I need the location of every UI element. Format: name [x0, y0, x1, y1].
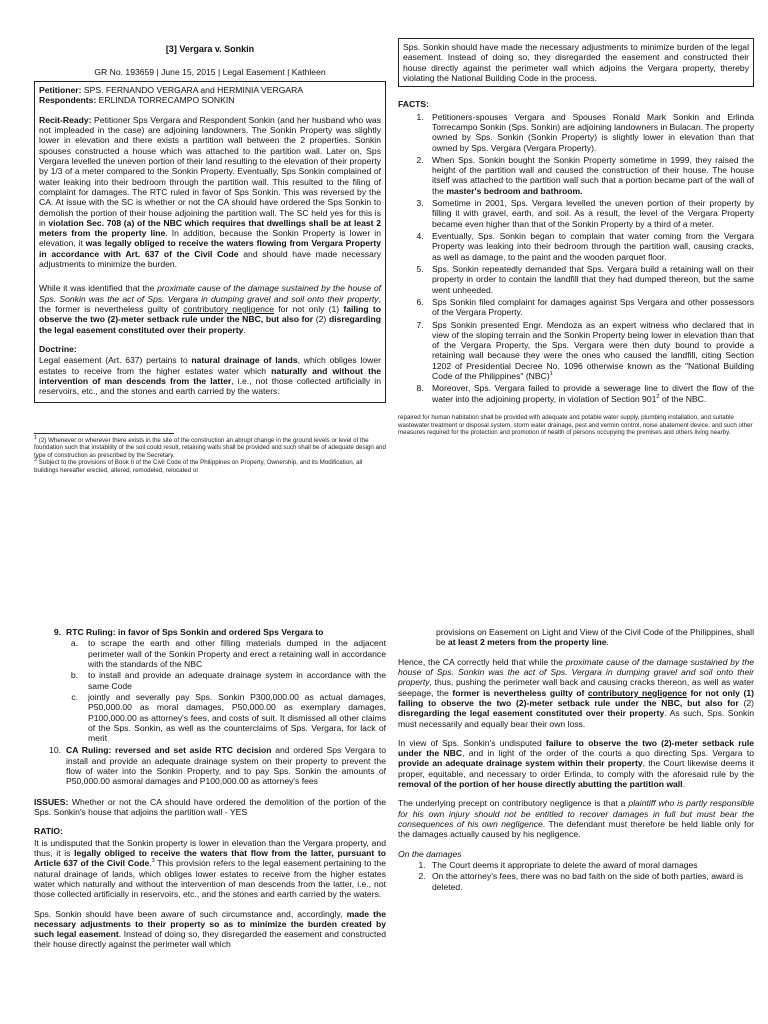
damages-list: [398, 860, 754, 892]
facts-heading: FACTS:: [398, 99, 430, 110]
damages-item: 2. On the attorney's fees, there was no bad faith on the side of both parties, award is deleted.: [428, 871, 754, 892]
recit-ready-paragraph: Recit-Ready: Petitioner Sps Vergara and Respondent Sonkin (and her husband who was not impleaded in the case) are adjoining landowners. The Sonkin Property was slightly lower in elevation and there exists a partition wall between the 2 properties. Sonkin spouses constructed a house which was attached to the partition wall. Later on, Sps Vergara levelled the uneven portion of their land resulting to the elevation of their property by 1/3 of a meter compared to the Sonkin Property. Eventually, Sps Sonkin complained of water leaking into their bedroom through the partition wall. This resulted to the filing of complaint for damages. The RTC ruled in favor of Sps Sonkin. This was reversed by the CA. At issue with the SC is whether or not the CA should have ordered the Sps Sonkin to demolish the portion of their house adjoining the partition wall. The SC held yes for this is in violation Sec. 708 (a) of the NBC which requires that dwellings shall be at least 2 meters from the property line. In addition, because the Sonkin Property is lower in elevation, it was legally obliged to receive the waters flowing from Vergara Property in accordance with Art. 637 of the Civil Code and should have made necessary adjustments to minimize the burden.: [39, 114, 382, 270]
damages-item: 1. The Court deems it appropriate to delete the award of moral damages: [428, 860, 754, 870]
case-meta: GR No. 193659 | June 15, 2015 | Legal Easement | Kathleen: [94, 66, 326, 77]
respondents-line: Respondents: ERLINDA TORRECAMPO SONKIN: [39, 95, 235, 106]
proximate-cause-paragraph: While it was identified that the proximate cause of the damage sustained by the house of Sps. Sonkin was the act of Sps. Vergara in dumping gravel and soil onto their property, the former is nevertheless guilty of contributory negligence for not only (1) failing to observe the two (2)-meter setback rule under the NBC, but also for (2) disregarding the legal easement constituted over their property.: [39, 283, 382, 335]
ruling-sub-item: c. jointly and severally pay Sps. Sonkin P300,000.00 as actual damages, P50,000.00 as moral damages, P50,000.00 as exemplary damages, P100,000.00 as attorney's fees, and costs of suit. It dismissed all other claims of the Sps. Sonkin, as well as the counterclaims of Sps. Vergara, for lack of merit: [71, 691, 386, 744]
fact-item: 2. When Sps. Sonkin bought the Sonkin Property sometime in 1999, they raised the height of the partition wall and caused the construction of their house. The house itself was attached to the partition wall such that a portion became part of the wall of the master's bedroom and bathroom.: [426, 155, 754, 196]
fact-item: 1. Petitioners-spouses Vergara and Spouses Ronald Mark Sonkin and Erlinda Torrecampo Sonkin (Sps. Sonkin) are adjoining landowners in Bulacan. The property owned by Sps. Sonkin (Sonkin Property) is slightly lower in elevation than that owned by Sps. Vergara (Vergara Property).: [426, 112, 754, 153]
issues-paragraph: ISSUES: Whether or not the CA should have ordered the demolition of the portion of the Sps. Sonkin's house that adjoins the partition wall - YES: [34, 796, 386, 817]
ruling-sub-item: a. to scrape the earth and other filling materials dumped in the adjacent perimeter wall of the Sonkin Property and erect a retaining wall in accordance with the standards of the NBC: [70, 638, 386, 669]
facts-list: [398, 112, 754, 404]
easement-summary-box: Sps. Sonkin should have made the necessary adjustments to minimize burden of the legal easement. Instead of doing so, they disregarded the easement and constructed their house directly against the perimeter wall which adjoins the Vergara property, thereby violating the National Building Code in the process.: [398, 38, 754, 87]
fact-item: 8. Moreover, Sps. Vergara failed to provide a sewerage line to divert the flow of the water into the adjoining property, in violation of Section $901^2$ of the NBC.: [426, 383, 754, 404]
left-column-top: [34, 38, 386, 474]
fact-item: 5. Sps. Sonkin repeatedly demanded that Sps. Vergara build a retaining wall on their property in order to contain the landfill that they had dumped thereon, but the same went unheeded.: [426, 264, 754, 295]
footnote-1: $^1$ (2) Whenever or wherever there exists in the site of the construction an abrupt change in the ground levels or level of the foundation such that instability of the soil could result, retaining walls shall be provided and such shall be of adequate design and type of construction as prescribed by the Secretary.: [34, 434, 386, 459]
ruling-sub-item: b. to install and provide an adequate drainage system in accordance with the same Code: [70, 670, 386, 691]
right-column-bottom: [398, 627, 754, 893]
hence-paragraph: Hence, the CA correctly held that while the proximate cause of the damage sustained by the house of Sps. Sonkin was the act of Sps. Vergara in dumping gravel and soil onto their property, thus, pushing the perimeter wall back and causing cracks thereon, as well as water seepage, the former is nevertheless guilty of contributory negligence for not only (1) failing to observe the two (2)-meter setback rule under the NBC, but also for (2) disregarding the legal easement constituted over their property. As such, Sps. Sonkin must necessarily and equally bear their own loss.: [398, 656, 755, 729]
petitioner-line: Petitioner: SPS. FERNANDO VERGARA and HERMINIA VERGARA: [39, 85, 304, 96]
ruling-item-ca: 10. CA Ruling: reversed and set aside RTC decision and ordered Sps Vergara to install and provide an adequate drainage system on their property to prevent the flow of water into the Sonkin Property, and to pay Sps. Sonkin the amounts of P50,000.00 asmoral damages and P100,000.00 as attorney's fees: [49, 745, 386, 787]
fact-item: 7. Sps Sonkin presented Engr. Mendoza as an expert witness who declared that in view of the sloping terrain and the Sonkin Property being lower in elevation than that of the Vergara Property, the Sps. Vergara were then duty bound to provide a retaining wall because they were the ones who caused the landfill, citing Section 1202 of Presidential Decree No. 1096 otherwise known as the "National Building Code of the Philippines" (NBC)$^1$: [426, 320, 754, 382]
left-column-bottom: [34, 627, 386, 959]
doctrine-paragraph: Legal easement (Art. 637) pertains to natural drainage of lands, which obliges lower estates to receive from the higher estates water which naturally and without the intervention of man descends from the latter, i.e., not those collected artificially in reservoirs, etc., and the stones and earth carried by the waters.: [39, 355, 381, 397]
precept-paragraph: The underlying precept on contributory negligence is that a plaintiff who is partly responsible for his own injury should not be entitled to recover damages in full but must bear the consequences of his own negligence. The defendant must therefore be held liable only for the damages actually caused by his negligence.: [398, 798, 755, 840]
page-bottom-half: [0, 565, 768, 1024]
fact-item: 4. Eventually, Sps. Sonkin began to complain that water coming from the Vergara Property was leaking into their bedroom through the partition wall, causing cracks, as well as damage, to the paint and the wooden parquet floor.: [426, 231, 754, 262]
footnote-2-continued: repaired for human habitation shall be provided with adequate and potable water supply, plumbing installation, and suitable wastewater treatment or disposal system, storm water drainage, pest and vermin control, noise abatement device, and such other measures required for the protection and promotion of health of persons occupying the premises and others living nearby.: [398, 414, 753, 437]
in-view-paragraph: In view of Sps. Sonkin's undisputed failure to observe the two (2)-meter setback rule under the NBC, and in light of the order of the courts a quo directing Sps. Vergara to provide an adequate drainage system within their property, the Court likewise deems it proper, equitable, and necessary to order Erlinda, to comply with the aforesaid rule by the removal of the portion of her house directly abutting the partition wall.: [398, 737, 755, 790]
rulings-list: [34, 627, 386, 787]
ruling-item-rtc: 9. RTC Ruling: in favor of Sps Sonkin and ordered Sps Vergara to a. to scrape the earth and other filling materials dumped in the adjacent perimeter wall of the Sonkin Property and erect a retaining wall in accordance with the standards of the NBC b. to install and provide an adequate drainage system in accordance with the same Code c. jointly and severally pay Sps. Sonkin P300,000.00 as actual damages, P50,000.00 as moral damages, P50,000.00 as exemplary damages, P100,000.00 as attorney's fees, and costs of suit. It dismissed all other claims of the Sps. Sonkin, as well as the counterclaims of Sps. Vergara, for lack of merit: [53, 627, 386, 744]
footnote-2: $^2$ Subject to the provisions of Book II of the Civil Code of the Philippines on Property, Ownership, and its Modification, all buildings hereafter erected, altered, remodeled, relocated or: [34, 457, 363, 474]
right-column-top: [398, 38, 754, 437]
footnote-divider: [34, 433, 174, 434]
ratio-heading: RATIO:: [34, 826, 63, 837]
case-title: [3] Vergara v. Sonkin: [165, 44, 255, 54]
case-summary-box: [34, 81, 386, 402]
ratio-paragraph-1: It is undisputed that the Sonkin property is lower in elevation than the Vergara property, and thus, it is legally obliged to receive the waters that flow from the latter, pursuant to Article 637 of the Civil Code.$^3$ This provision refers to the legal easement pertaining to the natural drainage of lands, which obliges lower estates to receive from the higher estates water which naturally and without the intervention of man descends from the latter, i.e., not those collected artificially in reservoirs, etc., and the stones and earth carried by the waters.: [34, 837, 387, 900]
ratio-paragraph-2: Sps. Sonkin should have been aware of such circumstance and, accordingly, made the necessary adjustments to their property so as to minimize the burden created by such legal easement. Instead of doing so, they disregarded the easement and constructed their house directly against the perimeter wall which: [34, 908, 387, 950]
fact-item: 6. Sps Sonkin filed complaint for damages against Sps Vergara and other possessors of the Vergara Property.: [426, 297, 754, 318]
continued-provision: provisions on Easement on Light and View of the Civil Code of the Philippines, shall be at least 2 meters from the property line.: [436, 627, 754, 648]
doctrine-heading: Doctrine:: [39, 343, 77, 354]
damages-heading: On the damages: [398, 848, 462, 859]
fact-item: 3. Sometime in 2001, Sps. Vergara levelled the uneven portion of their property by filling it with gravel, earth, and soil. As a result, the level of the Vergara Property became even higher than that of the Sonkin Property by a third of a meter.: [426, 198, 754, 229]
